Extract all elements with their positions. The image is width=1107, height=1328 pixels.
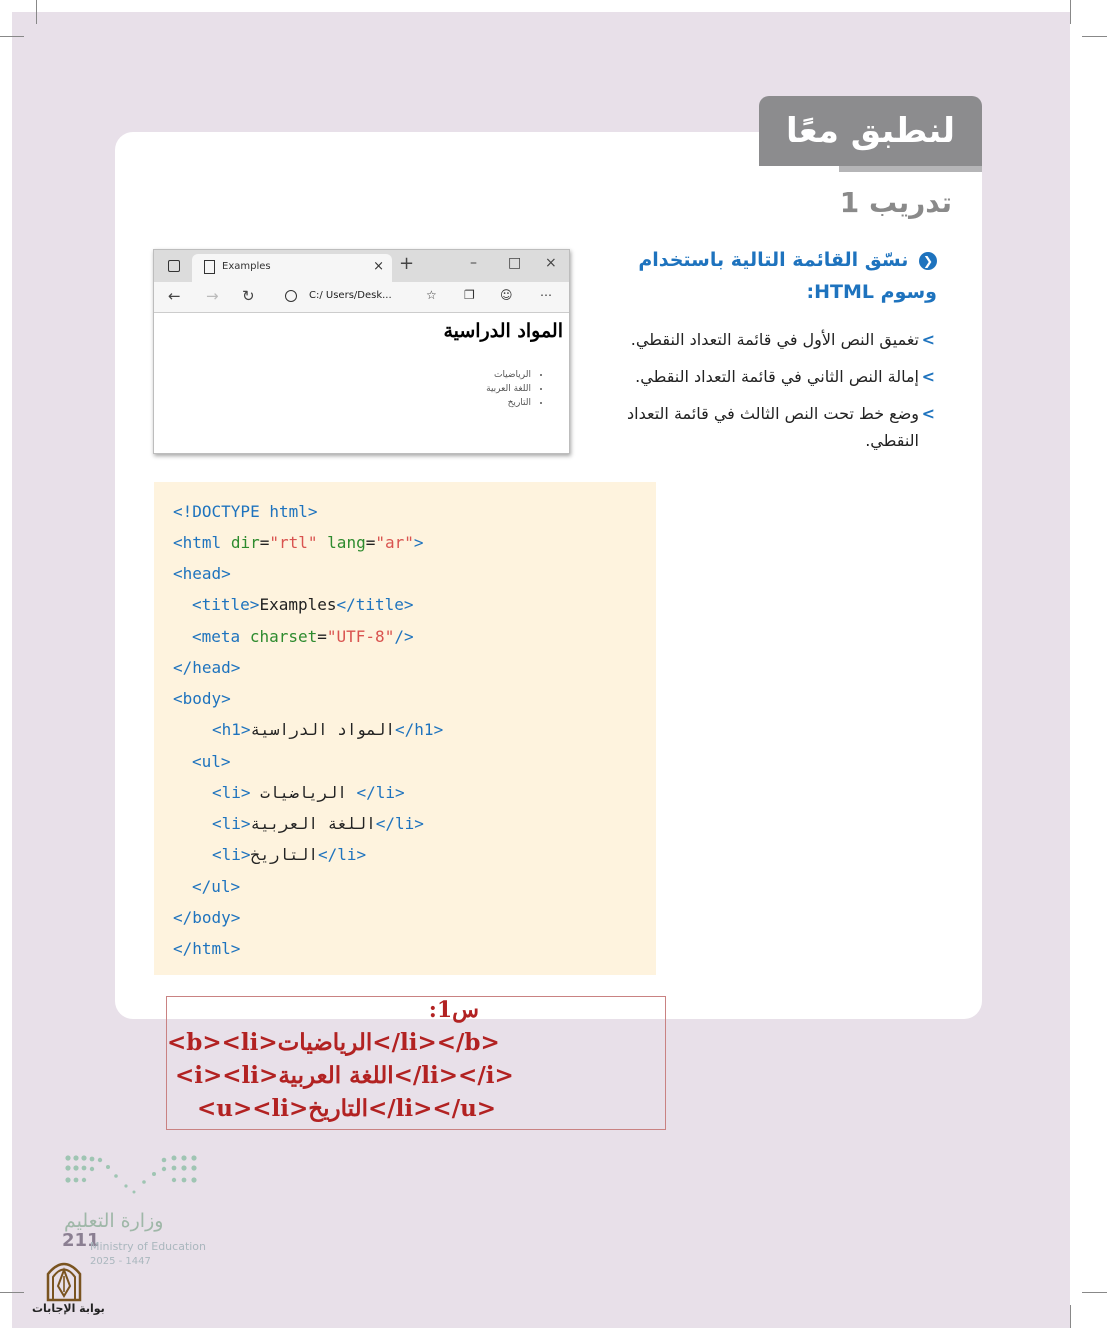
- year-label: 2025 - 1447: [90, 1256, 151, 1267]
- code-token: charset: [249, 627, 318, 646]
- code-token: <body>: [173, 689, 231, 708]
- code-token: </h1>: [395, 720, 444, 739]
- code-line: [212, 720, 443, 739]
- code-token: </li>: [375, 814, 424, 833]
- url-text[interactable]: C:/ Users/Desk...: [309, 290, 392, 301]
- answer-box: [166, 996, 666, 1130]
- code-token: Examples: [259, 595, 337, 614]
- list-item: [605, 326, 935, 353]
- new-tab-icon[interactable]: +: [399, 253, 415, 274]
- code-token: "rtl": [269, 533, 318, 552]
- document-icon: [204, 260, 215, 274]
- code-token: </html>: [173, 939, 241, 958]
- collections-icon[interactable]: ❐: [464, 288, 475, 302]
- minimize-icon[interactable]: –: [470, 255, 477, 271]
- code-token: <ul>: [192, 752, 231, 771]
- browser-screenshot: [153, 249, 570, 454]
- code-token: <li>: [212, 845, 251, 864]
- back-icon[interactable]: ←: [168, 287, 181, 305]
- code-line: [173, 689, 231, 708]
- instruction-text: نسّق القائمة التالية باستخدام وسوم HTML:: [638, 249, 937, 303]
- crop-mark: [1070, 0, 1071, 24]
- training-title: تدريب 1: [839, 186, 952, 219]
- forward-icon[interactable]: →: [206, 287, 219, 305]
- code-token: <!DOCTYPE html>: [173, 502, 318, 521]
- crop-mark: [0, 36, 24, 37]
- list-item-text: تغميق النص الأول في قائمة التعداد النقطي.: [630, 330, 919, 349]
- code-line: [173, 939, 240, 958]
- profile-icon[interactable]: ☺: [500, 288, 513, 302]
- globe-icon: [285, 290, 297, 302]
- ministry-logo-icon: [64, 1152, 199, 1196]
- code-line: [212, 845, 366, 864]
- code-token: "UTF-8": [326, 627, 395, 646]
- tab-actions-icon[interactable]: [168, 260, 180, 272]
- window-close-icon[interactable]: ×: [545, 255, 557, 271]
- code-line: [173, 658, 240, 677]
- code-token: <title>: [192, 595, 260, 614]
- chevron-icon: >: [921, 404, 935, 423]
- code-token: اللغة العربية: [250, 814, 376, 833]
- code-token: <head>: [173, 564, 231, 583]
- section-header-tab: [759, 96, 982, 166]
- code-line: [212, 814, 424, 833]
- tab-title: Examples: [222, 261, 271, 272]
- answer-line: <b><li>الرياضيات</li></b>: [167, 1029, 500, 1056]
- code-token: lang: [327, 533, 366, 552]
- instruction: [607, 244, 937, 308]
- refresh-icon[interactable]: ↻: [242, 287, 255, 305]
- code-token: </head>: [173, 658, 241, 677]
- code-line: [173, 908, 240, 927]
- chevron-left-icon: ❮: [919, 252, 937, 270]
- code-token: المواد الدراسية: [250, 720, 396, 739]
- code-line: <html dir="rtl" lang="ar">: [173, 533, 424, 552]
- crop-mark: [36, 0, 37, 24]
- code-token: </ul>: [192, 877, 241, 896]
- code-token: <li>: [212, 783, 251, 802]
- address-bar: [154, 282, 569, 313]
- ministry-name-en: Ministry of Education: [90, 1240, 207, 1253]
- code-line: [192, 595, 414, 614]
- crop-mark: [1082, 1292, 1107, 1293]
- answer-line: <u><li>التاريخ</li></u>: [197, 1095, 497, 1122]
- ministry-name-ar: وزارة التعليم: [64, 1210, 164, 1232]
- code-token: "ar": [375, 533, 414, 552]
- code-line: [173, 502, 318, 521]
- answer-line: <i><li>اللغة العربية</li></i>: [175, 1062, 514, 1089]
- task-list: [605, 326, 935, 464]
- chevron-icon: >: [921, 367, 935, 386]
- portal-name: بوابة الإجابات: [32, 1302, 105, 1315]
- browser-tab[interactable]: [192, 254, 392, 282]
- answer-label: س1:: [428, 997, 479, 1023]
- close-icon[interactable]: ×: [373, 259, 384, 274]
- answers-portal-logo-icon: [44, 1256, 84, 1302]
- code-token: </li>: [356, 783, 405, 802]
- list-item: [605, 400, 935, 454]
- list-item: [605, 363, 935, 390]
- page-number: 211: [62, 1230, 100, 1251]
- browser-tab-bar: [154, 250, 569, 282]
- page-list: [486, 368, 545, 410]
- crop-mark: [1082, 36, 1107, 37]
- code-token: </li>: [317, 845, 367, 864]
- code-line: [192, 752, 231, 771]
- crop-mark: [1070, 1305, 1071, 1328]
- more-icon[interactable]: ⋯: [540, 288, 552, 302]
- code-line: [173, 564, 231, 583]
- code-token: </title>: [336, 595, 414, 614]
- code-token: التاريخ: [250, 845, 318, 864]
- code-token: dir: [230, 533, 260, 552]
- maximize-icon[interactable]: □: [508, 255, 522, 271]
- code-token: الرياضيات: [250, 783, 357, 802]
- code-line: <meta charset="UTF-8"/>: [192, 627, 414, 646]
- favorite-icon[interactable]: ☆: [426, 288, 437, 302]
- crop-mark: [0, 1292, 24, 1293]
- list-item: • التاريخ: [486, 396, 531, 410]
- chevron-icon: >: [921, 330, 935, 349]
- code-token: <html: [173, 533, 222, 552]
- code-token: <meta: [192, 627, 241, 646]
- code-token: />: [394, 627, 414, 646]
- code-line: [192, 877, 240, 896]
- code-token: <h1>: [212, 720, 251, 739]
- list-item-text: وضع خط تحت النص الثالث في قائمة التعداد النقطي.: [627, 404, 919, 450]
- list-item: • الرياضيات: [486, 368, 531, 382]
- list-item-text: إمالة النص الثاني في قائمة التعداد النقطي.: [635, 367, 919, 386]
- code-line: [212, 783, 405, 802]
- section-title: لنطبق معًا: [785, 111, 956, 151]
- list-item: • اللغة العربية: [486, 382, 531, 396]
- page-heading: المواد الدراسية: [443, 320, 563, 342]
- code-block: [154, 482, 656, 975]
- code-token: </body>: [173, 908, 241, 927]
- code-token: <li>: [212, 814, 251, 833]
